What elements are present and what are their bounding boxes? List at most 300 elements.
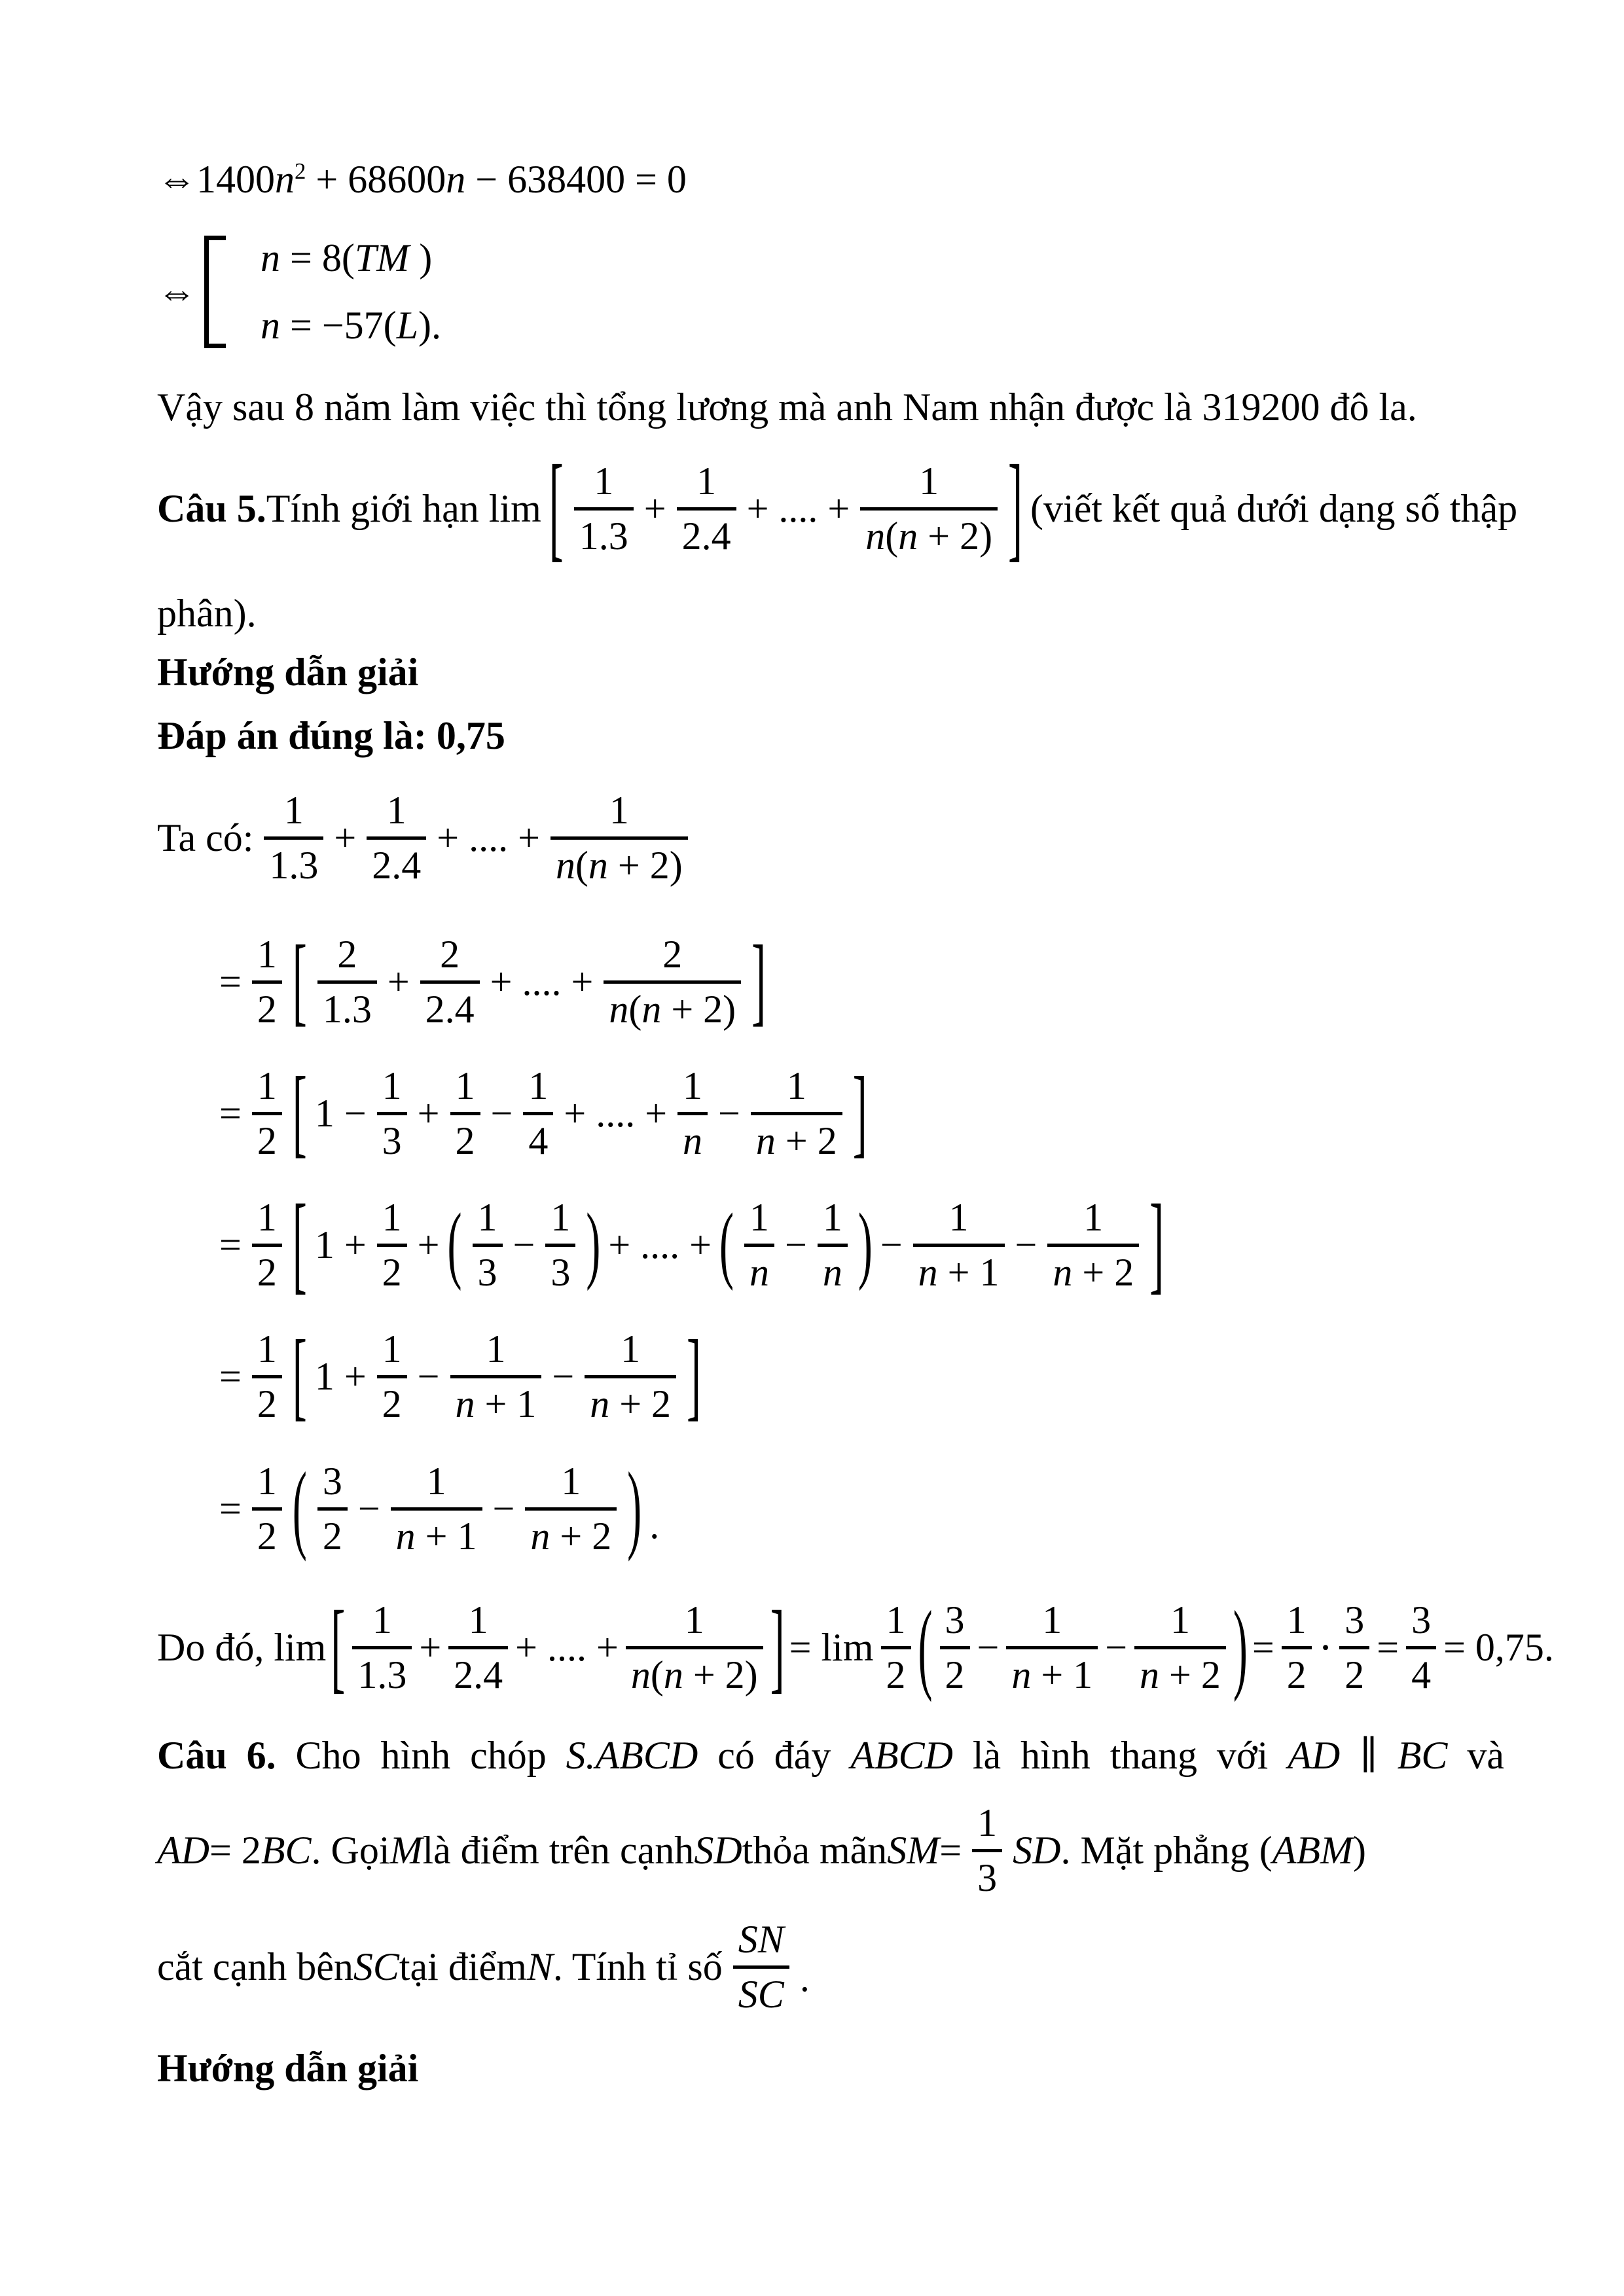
question-6-line-3 [157, 1916, 810, 2018]
fraction-bar [744, 1244, 774, 1247]
denominator: 3 [382, 1119, 402, 1162]
text-run [315, 1223, 367, 1268]
denominator: n + 1 [395, 1514, 477, 1558]
numerator: 1 [550, 1195, 571, 1239]
text-run [789, 1625, 874, 1670]
text: ⇔ [157, 158, 196, 201]
equation-step-4 [219, 1320, 701, 1433]
math-variable: SD [1013, 1829, 1061, 1872]
fraction-bar [377, 1244, 407, 1247]
big-square-bracket: [ [331, 1590, 346, 1704]
numerator: 1 [594, 459, 614, 503]
fraction [1282, 1598, 1312, 1696]
text: = [219, 960, 242, 1003]
numerator: 1 [822, 1195, 842, 1239]
fraction-bar [860, 507, 998, 511]
denominator: 2 [257, 1382, 277, 1426]
numerator: 1 [749, 1195, 769, 1239]
section-heading-solution-guide-1: Hướng dẫn giải [157, 651, 419, 694]
text-run [219, 960, 242, 1005]
fraction-bar [585, 1375, 676, 1378]
numerator: 1 [386, 789, 406, 832]
text-run [157, 1945, 723, 1990]
denominator: n + 2 [1053, 1250, 1134, 1294]
fraction [391, 1459, 482, 1558]
text: + [334, 816, 357, 859]
paragraph-phan: phân). [157, 592, 257, 635]
text: là hình thang với [952, 1734, 1288, 1777]
numerator: 1 [684, 1598, 704, 1641]
math-variable: ABM [1272, 1829, 1353, 1872]
text: = −57( [280, 304, 397, 347]
fraction [448, 1598, 508, 1696]
fraction-bar [1282, 1646, 1312, 1649]
denominator: 3 [550, 1250, 571, 1294]
fraction [352, 1598, 412, 1696]
fraction [574, 459, 634, 558]
text: − [490, 1091, 513, 1135]
numerator: 1 [696, 459, 717, 503]
text: cắt cạnh bên [157, 1945, 353, 1988]
denominator: 1.3 [579, 514, 628, 558]
text: 1 + [314, 1354, 367, 1398]
text: − [357, 1486, 380, 1530]
text: + .... + [564, 1091, 668, 1135]
left-square-bracket [204, 236, 225, 348]
text-run [219, 1354, 242, 1399]
math-variable: TM [354, 236, 410, 279]
text-run [157, 1734, 1504, 1777]
fraction [473, 1195, 503, 1294]
text-run [261, 304, 441, 347]
equation-step-2 [219, 1057, 867, 1170]
fraction [367, 789, 426, 887]
text: − [880, 1223, 903, 1266]
text-run [1030, 486, 1517, 531]
denominator: 3 [977, 1856, 998, 1899]
text: ⋅ [1318, 1626, 1333, 1670]
cases-row [261, 236, 441, 281]
numerator: 1 [486, 1327, 506, 1371]
numerator: 3 [322, 1459, 342, 1503]
text: − [552, 1354, 575, 1398]
big-parenthesis: ) [627, 1452, 642, 1563]
numerator: 2 [662, 932, 683, 976]
big-square-bracket: ] [852, 1057, 867, 1168]
text: − [977, 1626, 1000, 1669]
denominator: 2 [257, 1119, 277, 1162]
text-run [490, 960, 594, 1005]
fraction [523, 1064, 553, 1162]
numerator: 1 [426, 1459, 446, 1503]
fraction [913, 1195, 1005, 1294]
fraction-bar [545, 1244, 575, 1247]
math-variable: BC [261, 1829, 312, 1872]
fraction-bar [252, 1244, 282, 1247]
text: . Tính tỉ số [552, 1945, 723, 1988]
text: 1 − [314, 1091, 367, 1135]
text-run [1252, 1625, 1274, 1670]
denominator: n(n + 2) [865, 514, 993, 558]
text: = [1377, 1626, 1399, 1669]
fraction [626, 1598, 763, 1696]
text-run [157, 158, 687, 201]
text: ∥ [1340, 1734, 1398, 1777]
big-square-bracket: ] [770, 1590, 785, 1704]
denominator: 2.4 [425, 987, 475, 1031]
denominator: n + 1 [1011, 1653, 1093, 1696]
superscript: 2 [295, 158, 306, 184]
text-run [219, 1223, 242, 1268]
numerator: 2 [337, 932, 357, 976]
denominator: 1.3 [357, 1653, 407, 1696]
denominator: 2 [945, 1653, 965, 1696]
denominator: SC [738, 1973, 784, 2016]
text: = 2 [209, 1829, 261, 1872]
text: Do đó, lim [157, 1626, 327, 1669]
denominator: 2.4 [454, 1653, 503, 1696]
text-run [1015, 1223, 1038, 1268]
equation-step-5 [219, 1452, 659, 1565]
text-run [491, 1091, 513, 1136]
fraction [1339, 1598, 1369, 1696]
cases-rows [225, 236, 441, 348]
fraction [751, 1064, 842, 1162]
text-run [880, 1223, 903, 1268]
text-run [418, 1223, 440, 1268]
text: = 8( [280, 236, 355, 279]
numerator: 1 [621, 1327, 641, 1371]
numerator: 1 [1286, 1598, 1307, 1641]
equation-step-1 [219, 925, 766, 1038]
text: = [1252, 1626, 1274, 1669]
denominator: 3 [477, 1250, 497, 1294]
fraction-bar [252, 980, 282, 984]
text: + .... + [437, 816, 540, 859]
denominator: n(n + 2) [609, 987, 736, 1031]
text-run [1319, 1625, 1333, 1671]
denominator: 2.4 [372, 844, 422, 887]
text-run [334, 816, 356, 861]
text-run [977, 1625, 1000, 1670]
numerator: 1 [477, 1195, 497, 1239]
fraction-bar [317, 1507, 348, 1511]
text: = [219, 1354, 242, 1398]
fraction-bar [352, 1646, 412, 1649]
denominator: 2 [257, 987, 277, 1031]
fraction-bar [420, 980, 480, 984]
text: − [492, 1486, 515, 1530]
fraction-bar [377, 1375, 407, 1378]
numerator: 1 [455, 1064, 475, 1107]
text-run [718, 1091, 740, 1136]
numerator: 1 [372, 1598, 392, 1641]
fraction-bar [913, 1244, 1005, 1247]
numerator: 1 [786, 1064, 806, 1107]
fraction-bar [677, 1112, 708, 1115]
text: + [643, 486, 666, 530]
denominator: 2 [322, 1514, 342, 1558]
text-run [157, 1828, 962, 1873]
fraction-bar [391, 1507, 482, 1511]
denominator: 2 [382, 1382, 402, 1426]
big-parenthesis: ) [586, 1196, 601, 1292]
fraction-bar [448, 1646, 508, 1649]
fraction-bar [450, 1375, 542, 1378]
denominator: n + 2 [755, 1119, 837, 1162]
fraction-bar [1406, 1646, 1436, 1649]
big-square-bracket: [ [292, 1183, 307, 1305]
text: = [219, 1091, 242, 1135]
denominator: n(n + 2) [555, 844, 683, 887]
section-heading-solution-guide-2: Hướng dẫn giải [157, 2047, 419, 2090]
text-run [437, 816, 540, 861]
equation-step-3 [219, 1183, 1164, 1306]
numerator: 3 [945, 1598, 965, 1641]
text-run [418, 1091, 440, 1136]
big-parenthesis: ) [857, 1196, 873, 1292]
big-parenthesis: ( [918, 1590, 933, 1704]
text-run [388, 960, 410, 1005]
big-parenthesis: ) [1233, 1590, 1248, 1704]
math-variable: L [396, 304, 419, 347]
numerator: 1 [257, 1064, 277, 1107]
big-square-bracket: [ [549, 442, 564, 573]
text: 1 + [314, 1223, 367, 1266]
fraction-bar [252, 1375, 282, 1378]
big-parenthesis: ( [292, 1452, 307, 1563]
text-run [644, 486, 666, 531]
text-run [261, 236, 432, 279]
big-square-bracket: ] [1149, 1183, 1164, 1305]
text: + 68600 [306, 158, 446, 201]
fraction [252, 1064, 282, 1162]
numerator: 1 [468, 1598, 488, 1641]
text-run [315, 1091, 367, 1136]
numerator: 1 [977, 1801, 998, 1844]
fraction-bar [523, 1112, 553, 1115]
numerator: 1 [561, 1459, 581, 1503]
fraction-bar [252, 1112, 282, 1115]
text: + .... + [746, 486, 850, 530]
denominator: n [822, 1250, 842, 1294]
text: − [718, 1091, 740, 1135]
fraction [1134, 1598, 1226, 1696]
text: − [513, 1223, 535, 1266]
big-square-bracket: [ [292, 1320, 307, 1431]
text-run [1377, 1625, 1399, 1670]
fraction-bar [473, 1244, 503, 1247]
denominator: n(n + 2) [630, 1653, 758, 1696]
text: + .... + [490, 960, 594, 1003]
text-run [358, 1486, 380, 1532]
numerator: 1 [1042, 1598, 1062, 1641]
numerator: SN [738, 1918, 784, 1961]
math-variable: S.ABCD [566, 1734, 698, 1777]
bold-label: Câu 5. [157, 486, 266, 530]
text-run [515, 1625, 619, 1670]
text-run [785, 1223, 807, 1268]
fraction [377, 1327, 407, 1426]
math-variable: SD [694, 1829, 742, 1872]
fraction [252, 932, 282, 1031]
text: − 638400 = 0 [465, 158, 687, 201]
fraction-bar [604, 980, 741, 984]
fraction [252, 1327, 282, 1426]
fraction [604, 932, 741, 1031]
paragraph-salary-conclusion: Vậy sau 8 năm làm việc thì tổng lương mà anh Nam nhận được là 319200 đô la. [157, 386, 1417, 429]
text: = 0,75. [1443, 1626, 1554, 1669]
text: (viết kết quả dưới dạng số thập [1030, 486, 1518, 530]
math-variable: N [526, 1945, 553, 1988]
denominator: n + 2 [590, 1382, 672, 1426]
math-variable: ABCD [850, 1734, 953, 1777]
numerator: 3 [1411, 1598, 1432, 1641]
numerator: 1 [382, 1327, 402, 1371]
text: Ta có: [157, 816, 254, 859]
text: + [417, 1223, 440, 1266]
question-6-line-2 [157, 1800, 1366, 1901]
equation-ta-co [157, 787, 691, 889]
text-run [649, 1503, 659, 1565]
fraction [317, 1459, 348, 1558]
fraction-bar [377, 1112, 407, 1115]
text-run [315, 1354, 367, 1399]
text: . [649, 1503, 660, 1547]
text: = [939, 1829, 962, 1872]
denominator: 2 [1286, 1653, 1307, 1696]
fraction-bar [252, 1507, 282, 1511]
text-run [800, 1956, 810, 2018]
question-5-statement [157, 440, 1517, 577]
fraction-bar [1047, 1244, 1139, 1247]
numerator: 1 [283, 789, 304, 832]
denominator: 1.3 [269, 844, 319, 887]
denominator: 2 [382, 1250, 402, 1294]
math-variable: n [261, 236, 280, 279]
text: ). [418, 304, 442, 347]
fraction [744, 1195, 774, 1294]
fraction [550, 789, 688, 887]
fraction [450, 1064, 480, 1162]
fraction-bar [733, 1965, 789, 1969]
text: + .... + [608, 1223, 712, 1266]
text: = [219, 1223, 242, 1266]
big-parenthesis: ( [719, 1196, 734, 1292]
text: Tính giới hạn lim [266, 486, 541, 530]
cases-row [261, 303, 441, 348]
math-variable: BC [1397, 1734, 1448, 1777]
math-variable: n [446, 158, 466, 201]
text-run [157, 1625, 326, 1670]
fraction-bar [450, 1112, 480, 1115]
numerator: 1 [886, 1598, 906, 1641]
text-run [747, 486, 850, 531]
text: 1400 [196, 158, 275, 201]
denominator: n + 1 [455, 1382, 537, 1426]
denominator: n [683, 1119, 703, 1162]
big-square-bracket: ] [1008, 442, 1023, 573]
fraction [881, 1598, 911, 1696]
numerator: 1 [382, 1064, 402, 1107]
text: − [1105, 1626, 1128, 1669]
equation-conclusion [157, 1590, 1554, 1705]
text: = lim [789, 1626, 874, 1669]
text: − [1015, 1223, 1038, 1266]
numerator: 1 [528, 1064, 549, 1107]
big-square-bracket: [ [292, 1057, 307, 1168]
fraction-bar [940, 1646, 970, 1649]
text: + .... + [515, 1626, 619, 1669]
text: có đáy [698, 1734, 851, 1777]
denominator: 2 [886, 1653, 906, 1696]
text: . Gọi [311, 1829, 390, 1872]
fraction [252, 1459, 282, 1558]
text-run [608, 1223, 712, 1268]
text: và [1447, 1734, 1505, 1777]
math-variable: n [261, 304, 280, 347]
text-run [157, 486, 541, 531]
text: + [387, 960, 410, 1003]
text-run [418, 1354, 440, 1399]
numerator: 1 [609, 789, 629, 832]
equation-quadratic [157, 157, 687, 202]
fraction [677, 1064, 708, 1162]
fraction-bar [1006, 1646, 1098, 1649]
fraction [420, 932, 480, 1031]
numerator: 1 [257, 1459, 277, 1503]
fraction-bar [626, 1646, 763, 1649]
fraction-bar [751, 1112, 842, 1115]
text-run [513, 1223, 535, 1268]
numerator: 2 [440, 932, 460, 976]
fraction-bar [972, 1849, 1002, 1852]
numerator: 1 [1170, 1598, 1190, 1641]
fraction [733, 1918, 789, 2016]
fraction-bar [264, 836, 323, 840]
text: tại điểm [399, 1945, 527, 1988]
text-run [493, 1486, 515, 1532]
numerator: 1 [919, 459, 939, 503]
text-run [564, 1091, 667, 1136]
denominator: 2 [455, 1119, 475, 1162]
fraction-bar [317, 980, 377, 984]
text: = [219, 1486, 242, 1530]
text-run [1013, 1828, 1366, 1873]
text-run [219, 1091, 242, 1136]
fraction [264, 789, 323, 887]
denominator: 4 [528, 1119, 549, 1162]
text: ) [1352, 1829, 1366, 1872]
text-run [552, 1354, 574, 1399]
numerator: 1 [257, 1195, 277, 1239]
text-run [157, 270, 196, 315]
math-variable: SM [887, 1829, 940, 1872]
cases-group [204, 236, 441, 348]
fraction [525, 1459, 617, 1558]
numerator: 1 [1083, 1195, 1104, 1239]
fraction [1406, 1598, 1436, 1696]
fraction [1047, 1195, 1139, 1294]
big-square-bracket: [ [292, 925, 307, 1036]
big-parenthesis: ( [447, 1196, 462, 1292]
fraction [972, 1801, 1002, 1899]
fraction [377, 1064, 407, 1162]
fraction-bar [818, 1244, 848, 1247]
denominator: n [749, 1250, 769, 1294]
bold-label: Câu 6. [157, 1734, 276, 1777]
fraction-bar [881, 1646, 911, 1649]
